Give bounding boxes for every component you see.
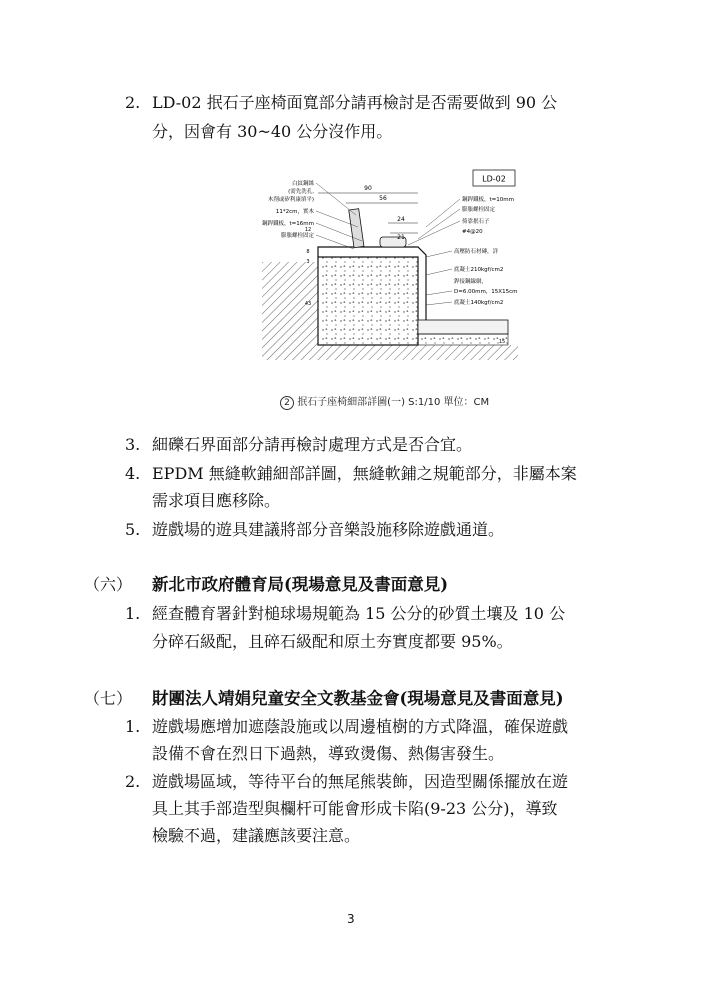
caption-text: 抿石子座椅細部詳圖(一) S:1/10 單位：CM	[297, 397, 490, 408]
dimension-label: 43	[304, 301, 312, 307]
paragraph-line: EPDM 無縫軟鋪細部詳圖，無縫軟鋪之規範部分，非屬本案	[152, 464, 577, 483]
list-number: 1.	[125, 604, 141, 623]
callout-label: 倚靠抿石子	[462, 219, 490, 225]
caption-number: 2	[280, 396, 294, 410]
list-number: 3.	[125, 435, 141, 454]
dimension-label: 21	[397, 234, 405, 241]
paragraph-line: 遊戲場的遊具建議將部分音樂設施移除遊戲通道。	[152, 520, 505, 539]
backrest-board	[349, 209, 364, 248]
paragraph-line: LD-02 抿石子座椅面寬部分請再檢討是否需要做到 90 公	[152, 93, 558, 112]
list-number: 4.	[125, 464, 141, 483]
sub-base-layer	[418, 334, 508, 345]
paving-layer	[418, 320, 508, 334]
callout-label: 底凝土140kgf/cm2	[454, 300, 504, 306]
callout-label: 鋼銲鐵板，t=10mm	[462, 197, 514, 203]
paragraph-line: 分，因會有 30~40 公分沒作用。	[152, 122, 393, 141]
dimension-label: 8	[306, 249, 310, 255]
section-marker: （六）	[84, 575, 133, 594]
callout-label: 白紋鋼絲	[291, 181, 314, 187]
paragraph-line: 分碎石級配，且碎石級配和原土夯實度都要 95%。	[152, 632, 513, 651]
callout-label: 11*2cm，實木	[275, 209, 314, 215]
drawing-tag: LD-02	[482, 174, 506, 184]
list-number: 2.	[125, 772, 141, 791]
paragraph-line: 細礫石界面部分請再檢討處理方式是否合宜。	[152, 435, 473, 454]
callout-label: 膨脹螺栓固定	[280, 233, 314, 239]
right-callouts	[408, 195, 517, 306]
paragraph-line: 遊戲場區域，等待平台的無尾熊裝飾，因造型關係擺放在遊	[152, 772, 569, 791]
ground-hatch-left	[262, 262, 318, 360]
dimension-label: 24	[397, 216, 405, 223]
left-callouts	[262, 179, 362, 249]
callout-label: 膨脹螺栓固定	[462, 207, 496, 213]
section-marker: （七）	[84, 689, 133, 708]
concrete-base	[318, 257, 418, 345]
dimension-label: 90	[364, 185, 372, 192]
paragraph-line: 需求項目應移除。	[152, 491, 281, 510]
paragraph-line: 遊戲場應增加遮蔭設施或以周邊植樹的方式降溫，確保遊戲	[152, 717, 569, 736]
section-heading: 財團法人靖娟兒童安全文教基金會(現場意見及書面意見)	[152, 689, 564, 708]
page-number: 3	[347, 912, 355, 926]
paragraph-line: 經查體育署針對槌球場規範為 15 公分的砂質土壤及 10 公	[152, 604, 566, 623]
paragraph-line: 設備不會在烈日下過熱，導致燙傷、熱傷害發生。	[152, 744, 505, 763]
dimension-label: 15	[498, 339, 506, 345]
dimension-label: 56	[379, 195, 387, 202]
callout-label: 木削或矽利康填平)	[267, 197, 314, 203]
list-number: 1.	[125, 717, 141, 736]
dimension-label: 3	[306, 259, 310, 265]
list-number: 5.	[125, 520, 141, 539]
callout-label: (需先洗孔,	[288, 189, 314, 195]
callout-label: D=6.00mm，15X15cm	[454, 289, 518, 295]
section-heading: 新北市政府體育局(現場意見及書面意見)	[152, 575, 449, 594]
callout-label: 銲接鋼線網，	[454, 279, 488, 285]
dimension-label: 12	[304, 227, 312, 233]
paragraph-line: 檢驗不過，建議應該要注意。	[152, 826, 361, 845]
callout-label: 底凝土210kgf/cm2	[454, 267, 504, 273]
paragraph-line: 具上其手部造型與欄杆可能會形成卡陷(9-23 公分)，導致	[152, 799, 558, 818]
callout-label: #4@20	[462, 229, 483, 235]
bench-detail-drawing	[258, 165, 528, 385]
figure-caption	[280, 393, 489, 410]
callout-label: 高壓防石材磚，詳	[454, 249, 499, 255]
callout-label: 鋼銲鐵板，t=16mm	[262, 221, 314, 227]
list-number: 2.	[125, 93, 141, 112]
ground-hatch-bottom	[318, 345, 518, 360]
